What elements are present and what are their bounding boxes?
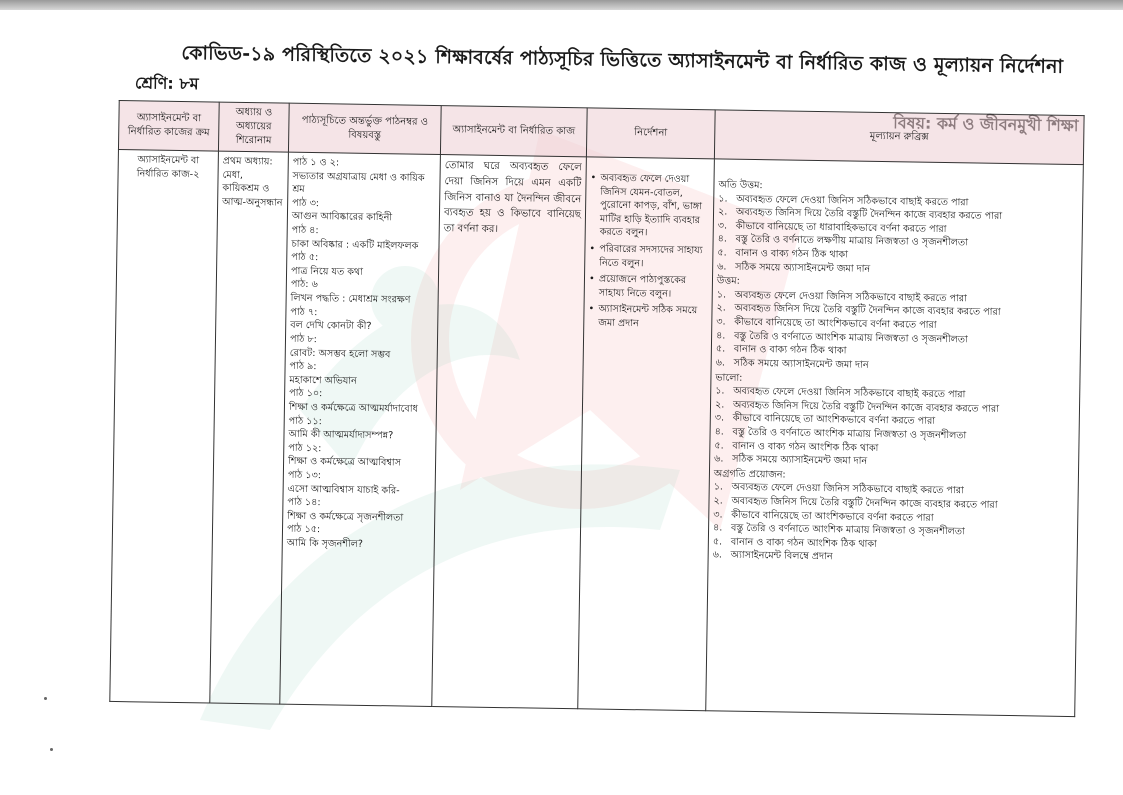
- rubric-item-text: অব্যবহৃত জিনিস দিয়ে তৈরি বস্তুটি দৈনন্দিন কাজে ব্যবহার করতে পারা: [735, 206, 1003, 223]
- rubric-item-number: ৩.: [713, 509, 723, 521]
- rubric-item-number: ১.: [713, 481, 724, 493]
- rubric-item-number: ৬.: [717, 261, 727, 273]
- lesson-topic: আমি কী আত্মমর্যাদাসম্পন্ন?: [288, 428, 394, 442]
- rubric-item-text: অব্যবহৃত জিনিস দিয়ে তৈরি বস্তুটি দৈনন্দিন কাজে ব্যবহার করতে পারা: [731, 495, 998, 511]
- class-label: শ্রেণি: ৮ম: [134, 73, 199, 94]
- rubric-item-text: অব্যবহৃত ফেলে দেওয়া জিনিস সঠিকভাবে বাছাই করতে পারা: [734, 289, 967, 305]
- rubric-item-number: ২.: [713, 495, 723, 507]
- chapter-line: কায়িকশ্রম ও: [222, 182, 270, 195]
- rubric-item-number: ৩.: [717, 220, 728, 232]
- rubric-item-text: বানান ও বাক্য গঠন আংশিক ঠিক থাকা: [732, 440, 879, 454]
- lesson-topic: শিক্ষা ও কর্মক্ষেত্রে আত্মবিশ্বাস: [287, 456, 402, 469]
- lesson-topic: আমি কি সৃজনশীল?: [286, 537, 364, 550]
- rubric-item-number: ৫.: [715, 343, 726, 355]
- lesson-number: পাঠ: ৬: [290, 279, 318, 291]
- rubric-item-number: ৪.: [717, 233, 727, 245]
- rubric-item-number: ৫.: [714, 439, 724, 452]
- rubric-item-text: সঠিক সময়ে অ্যাসাইনমেন্ট জমা দান: [735, 261, 871, 275]
- rubric-item-text: বস্তু তৈরি ও বর্ণনাতে আংশিক মাত্রায় নিজস্বতা ও সৃজনশীলতা: [731, 522, 965, 538]
- direction-text: অব্যবহৃত ফেলে দেওয়া জিনিস যেমন-বোতল, পুরোনো কাপড়, বাঁশ, ভাঙ্গা মাটির হাড়ি ইত্যাদি ব্যবহার করতে বলুন।: [599, 172, 703, 239]
- lesson-topic: বল দেখি কোনটা কী?: [290, 320, 372, 333]
- assignment-table: [109, 100, 1084, 717]
- rubric-item-number: ৪.: [716, 330, 726, 342]
- lessons-cell: [280, 152, 441, 706]
- lesson-number: পাঠ ৯:: [289, 360, 317, 373]
- lesson-topic: পাত্র নিয়ে যত কথা: [290, 265, 364, 278]
- header-assignment-order: অ্যাসাইনমেন্ট বা নির্ধারিত কাজের ক্রম: [118, 100, 219, 151]
- direction-item: [588, 303, 707, 332]
- lesson-topic: শিক্ষা ও কর্মক্ষেত্রে সৃজনশীলতা: [287, 510, 404, 524]
- lesson-topic: মহাকাশে অভিযান: [289, 374, 357, 387]
- direction-item: [589, 273, 708, 302]
- lesson-topic: শিক্ষা ও কর্মক্ষেত্রে আত্মমর্যাদাবোধ: [288, 401, 419, 415]
- lesson-topic: সভ্যতার অগ্রযাত্রায় মেধা ও কায়িক শ্রম: [292, 170, 425, 196]
- rubric-item-text: অ্যাসাইনমেন্ট বিলম্বে প্রদান: [730, 550, 833, 563]
- rubric-item-text: কীভাবে বানিয়েছে তা আংশিকভাবে বর্ণনা করতে পারা: [732, 413, 936, 428]
- direction-text: পরিবারের সদস্যদের সাহায্য নিতে বলুন।: [599, 243, 703, 269]
- lesson-topic: আগুন আবিষ্কারের কাহিনী: [291, 211, 393, 224]
- lesson-number: পাঠ ১ ও ২:: [292, 156, 340, 169]
- rubric-item-number: ৪.: [714, 426, 724, 438]
- bullet-icon: •: [589, 243, 596, 255]
- rubric-item-number: ৪.: [713, 522, 723, 534]
- lesson-number: পাঠ ১১:: [288, 415, 322, 427]
- rubric-item-text: বানান ও বাক্য গঠন আংশিক ঠিক থাকা: [730, 536, 877, 550]
- rubric-item-number: ২.: [716, 302, 726, 315]
- header-assignment: অ্যাসাইনমেন্ট বা নির্ধারিত কাজ: [440, 106, 587, 157]
- rubric-item-text: সঠিক সময়ে অ্যাসাইনমেন্ট জমা দান: [732, 453, 868, 467]
- lesson-number: পাঠ ৩:: [292, 197, 320, 209]
- rubric-item-text: অব্যবহৃত জিনিস দিয়ে তৈরি বস্তুটি দৈনন্দিন কাজে ব্যবহার করতে পারা: [732, 399, 1000, 415]
- direction-text: প্রয়োজনে পাঠ্যপুস্তকের সাহায্য নিতে বলুন।: [598, 273, 687, 300]
- rubric-item-text: কীভাবে বানিয়েছে তা ধারাবাহিকভাবে বর্ণনা করতে পারা: [735, 220, 947, 235]
- lesson-number: পাঠ ৪:: [291, 224, 319, 237]
- assignment-order-cell: [110, 149, 219, 703]
- rubric-item-text: কীভাবে বানিয়েছে তা আংশিকভাবে বর্ণনা করতে পারা: [731, 509, 934, 524]
- rubric-item-number: ২.: [717, 206, 728, 218]
- lesson-topic: রোবট: অসম্ভব হলো সম্ভব: [289, 347, 391, 360]
- chapter-line: আত্ম-অনুসন্ধান: [222, 196, 283, 209]
- header-chapter: অধ্যায় ও অধ্যায়ের শিরোনাম: [218, 102, 289, 152]
- rubric-item-number: ৬.: [712, 549, 723, 561]
- rubric-item-text: অব্যবহৃত ফেলে দেওয়া জিনিস সঠিকভাবে বাছাই করতে পারা: [731, 482, 964, 497]
- lesson-number: পাঠ ৭:: [290, 306, 318, 318]
- rubric-item-number: ৬.: [715, 357, 726, 369]
- rubric-level: অতি উত্তম:: [718, 179, 763, 192]
- directions-cell: [578, 157, 715, 711]
- lesson-topic: চাকা অবিষ্কার : একটি মাইলফলক: [291, 238, 419, 252]
- rubric-item-number: ৩.: [716, 316, 726, 328]
- direction-item: [589, 242, 708, 271]
- rubric-item-text: বস্তু তৈরি ও বর্ণনাতে আংশিক মাত্রায় নিজস্বতা ও সৃজনশীলতা: [734, 330, 968, 346]
- assignment-text-cell: [432, 155, 587, 709]
- direction-item: [590, 171, 710, 241]
- rubric-item-text: অব্যবহৃত ফেলে দেওয়া জিনিস সঠিকভাবে বাছাই করতে পারা: [733, 385, 966, 401]
- direction-text: অ্যাসাইনমেন্ট সঠিক সময়ে জমা প্রদান: [598, 304, 698, 330]
- chapter-line: প্রথম অধ্যায়:: [222, 155, 273, 168]
- rubric-item-text: কীভাবে বানিয়েছে তা আংশিকভাবে বর্ণনা করতে পারা: [734, 316, 937, 331]
- chapter-cell: [210, 151, 289, 704]
- scan-speck: [50, 748, 53, 751]
- lesson-topic: লিখন পদ্ধতি : মেধাশ্রম সংরক্ষণ: [290, 292, 411, 306]
- bullet-icon: •: [588, 273, 595, 285]
- rubric-item-text: বস্তু তৈরি ও বর্ণনাতে আংশিক মাত্রায় নিজস্বতা ও সৃজনশীলতা: [732, 426, 967, 442]
- rubric-item-number: ৫.: [717, 247, 727, 259]
- rubric-item-text: বানান ও বাক্য গঠন ঠিক থাকা: [735, 247, 848, 261]
- assignment-text: তোমার ঘরে অব্যবহৃত ফেলে দেয়া জিনিস দিয়ে এমন একটি জিনিস বানাও যা দৈনন্দিন জীবনে ব্যবহৃত হয় ও কিভাবে বানিয়েছ তা বর্ণনা কর।: [443, 160, 582, 236]
- rubric-item-text: অব্যবহৃত ফেলে দেওয়া জিনিস সঠিকভাবে বাছাই করতে পারা: [736, 193, 969, 208]
- header-directions: নির্দেশনা: [586, 108, 715, 159]
- lesson-number: পাঠ ৮:: [289, 333, 318, 346]
- page-title: কোভিড-১৯ পরিস্থিতিতে ২০২১ শিক্ষাবর্ষের পাঠ্যসূচির ভিত্তিতে অ্যাসাইনমেন্ট বা নির্ধারিত কাজ ও মূল্যায়ন নির্দেশনা: [181, 41, 1064, 78]
- rubric-level: ভালো:: [715, 371, 743, 384]
- lesson-number: পাঠ ১৩:: [287, 469, 322, 482]
- rubric-level: উত্তম:: [716, 275, 740, 288]
- rubric-item-number: ৫.: [712, 536, 723, 548]
- bullet-icon: •: [590, 172, 597, 184]
- scan-speck: [44, 697, 47, 700]
- lesson-number: পাঠ ১০:: [289, 388, 323, 400]
- rubric-item-number: ১.: [718, 193, 728, 205]
- lesson-number: পাঠ ১২:: [288, 442, 322, 455]
- rubric-item-text: অব্যবহৃত জিনিস দিয়ে তৈরি বস্তুটি দৈনন্দিন কাজে ব্যবহার করতে পারা: [734, 303, 1001, 319]
- rubric-item-number: ৩.: [714, 412, 725, 424]
- assignment-number: অ্যাসাইনমেন্ট বা নির্ধারিত কাজ-২: [136, 154, 200, 180]
- rubrics-cell: [706, 159, 1084, 717]
- header-lessons: পাঠ্যসূচিতে অন্তর্ভুক্ত পাঠনম্বর ও বিষয়বস্তু: [288, 103, 441, 154]
- lesson-topic: এসো আত্মবিশ্বাস যাচাই করি-: [287, 483, 400, 497]
- rubric-item-number: ৬.: [714, 453, 724, 465]
- scan-edge-shadow: [0, 0, 1123, 10]
- lesson-number: পাঠ ১৪:: [287, 496, 321, 509]
- chapter-line: মেধা,: [222, 169, 244, 181]
- rubric-item-number: ১.: [715, 385, 725, 397]
- rubric-level: অগ্রগতি প্রয়োজন:: [713, 468, 786, 481]
- rubric-item-text: বস্তু তৈরি ও বর্ণনাতে লক্ষণীয় মাত্রায় নিজস্বতা ও সৃজনশীলতা: [735, 234, 969, 249]
- rubric-item-number: ২.: [714, 399, 725, 411]
- rubric-item-text: বানান ও বাক্য গঠন ঠিক থাকা: [733, 343, 847, 357]
- bullet-icon: •: [588, 303, 595, 315]
- rubric-item-text: সঠিক সময়ে অ্যাসাইনমেন্ট জমা দান: [733, 357, 869, 371]
- header-rubrics: মূল্যায়ন রুব্রিক্স: [714, 110, 1084, 165]
- lesson-number: পাঠ ১৫:: [286, 524, 321, 536]
- document-sheet: [109, 20, 1100, 725]
- table-row: [110, 149, 1084, 716]
- lesson-number: পাঠ ৫:: [291, 251, 319, 264]
- rubric-item-number: ১.: [716, 289, 727, 301]
